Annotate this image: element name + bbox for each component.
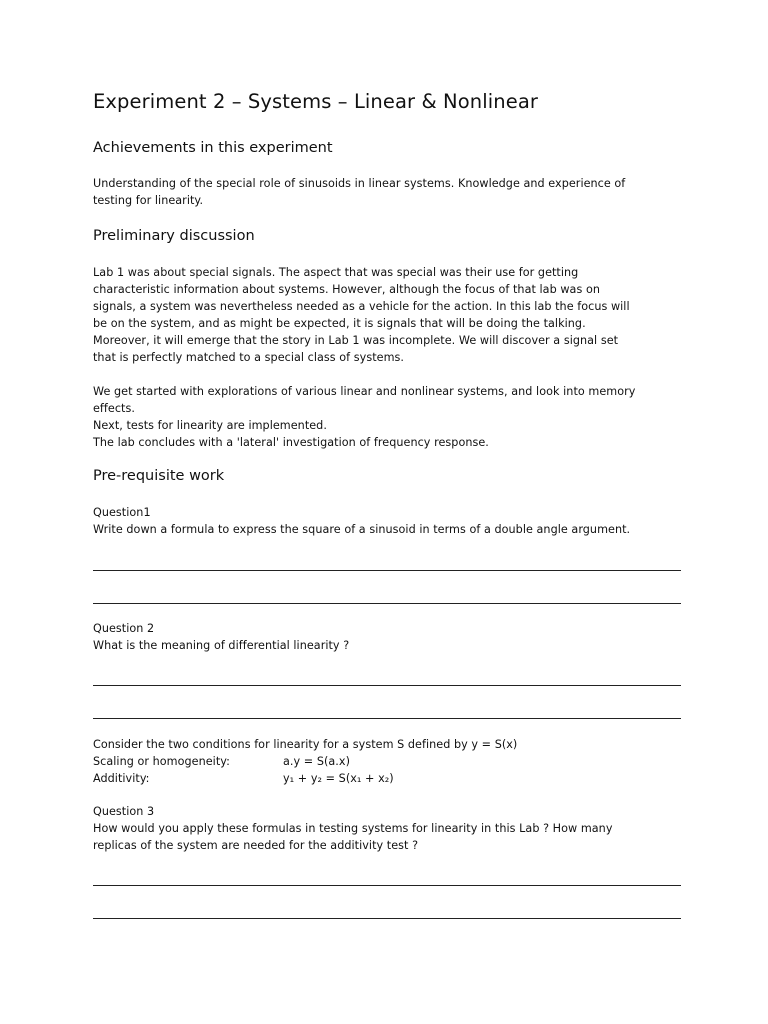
preliminary-para1-line-6: that is perfectly matched to a special class of systems. bbox=[93, 351, 405, 364]
question-2-text: What is the meaning of differential linearity ? bbox=[93, 639, 350, 652]
scaling-formula: a.y = S(a.x) bbox=[283, 755, 350, 768]
answer-line[interactable] bbox=[93, 570, 681, 571]
answer-line[interactable] bbox=[93, 885, 681, 886]
question-3-text-line-1: How would you apply these formulas in testing systems for linearity in this Lab ? How many bbox=[93, 822, 613, 835]
preliminary-para1-line-2: characteristic information about systems. However, although the focus of that lab was on bbox=[93, 283, 600, 296]
preliminary-para2-line-2: effects. bbox=[93, 402, 135, 415]
question-3-label: Question 3 bbox=[93, 805, 155, 818]
additivity-formula: y₁ + y₂ = S(x₁ + x₂) bbox=[283, 772, 394, 785]
achievements-heading: Achievements in this experiment bbox=[93, 140, 333, 156]
answer-line[interactable] bbox=[93, 918, 681, 919]
answer-line[interactable] bbox=[93, 685, 681, 686]
question-1-label: Question1 bbox=[93, 506, 151, 519]
scaling-condition bbox=[93, 753, 230, 770]
question-2-label: Question 2 bbox=[93, 622, 155, 635]
page-title: Experiment 2 – Systems – Linear & Nonlinear bbox=[93, 90, 538, 113]
linearity-conditions-intro: Consider the two conditions for linearity for a system S defined by y = S(x) bbox=[93, 738, 518, 751]
preliminary-para1-line-1: Lab 1 was about special signals. The aspect that was special was their use for getting bbox=[93, 266, 579, 279]
achievements-line-2: testing for linearity. bbox=[93, 194, 204, 207]
achievements-line-1: Understanding of the special role of sinusoids in linear systems. Knowledge and experience of bbox=[93, 177, 626, 190]
additivity-label: Additivity: bbox=[93, 772, 150, 785]
scaling-label: Scaling or homogeneity: bbox=[93, 755, 230, 768]
answer-line[interactable] bbox=[93, 603, 681, 604]
preliminary-para2-line-3: Next, tests for linearity are implemented. bbox=[93, 419, 327, 432]
answer-line[interactable] bbox=[93, 718, 681, 719]
question-1-text: Write down a formula to express the square of a sinusoid in terms of a double angle argument. bbox=[93, 523, 631, 536]
preliminary-para2-line-4: The lab concludes with a 'lateral' investigation of frequency response. bbox=[93, 436, 489, 449]
preliminary-para1-line-3: signals, a system was nevertheless needed as a vehicle for the action. In this lab the focus will bbox=[93, 300, 630, 313]
preliminary-para1-line-5: Moreover, it will emerge that the story in Lab 1 was incomplete. We will discover a signal set bbox=[93, 334, 619, 347]
preliminary-heading: Preliminary discussion bbox=[93, 228, 255, 244]
prerequisite-heading: Pre-requisite work bbox=[93, 468, 225, 484]
question-3-text-line-2: replicas of the system are needed for the additivity test ? bbox=[93, 839, 419, 852]
preliminary-para1-line-4: be on the system, and as might be expected, it is signals that will be doing the talking. bbox=[93, 317, 586, 330]
additivity-condition bbox=[93, 770, 150, 787]
preliminary-para2-line-1: We get started with explorations of various linear and nonlinear systems, and look into memory bbox=[93, 385, 636, 398]
